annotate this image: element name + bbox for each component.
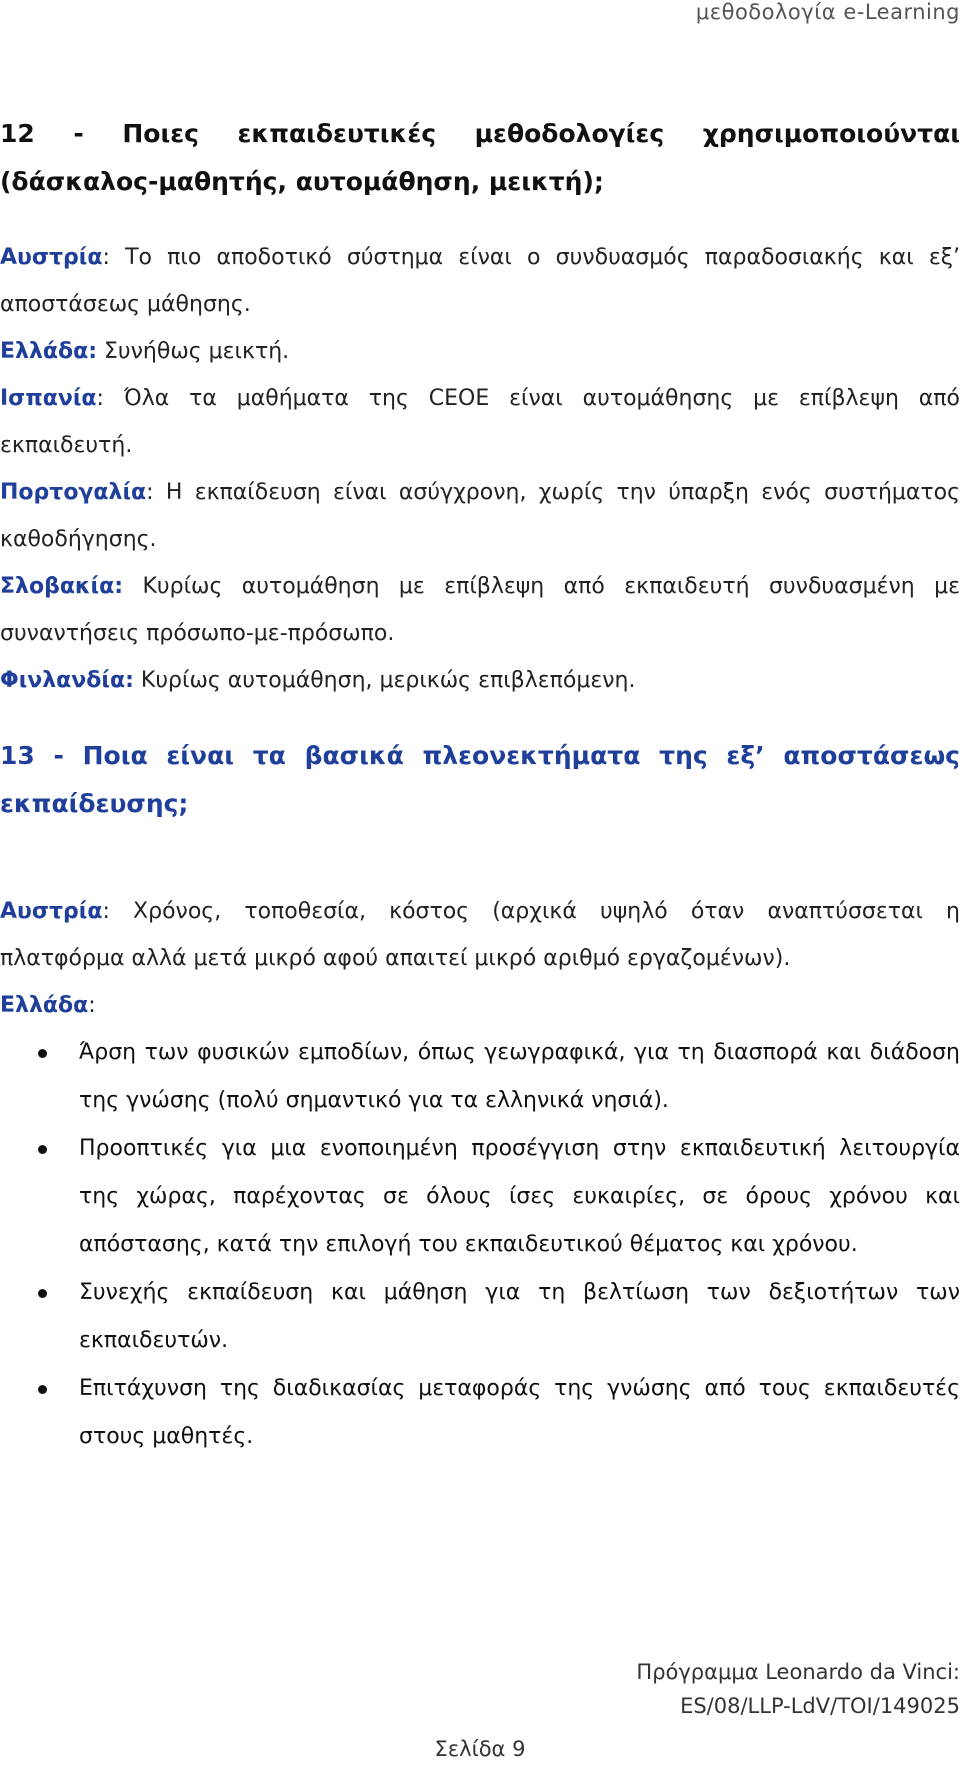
separator [134, 668, 141, 693]
list-item [0, 1029, 960, 1125]
country-label: Αυστρία [0, 245, 103, 270]
answer-text: Η εκπαίδευση είναι ασύγχρονη, χωρίς την ύπαρξη ενός συστήματος καθοδήγησης. [0, 480, 960, 552]
answer-text: Κυρίως αυτομάθηση με επίβλεψη από εκπαιδευτή συνδυασμένη με συναντήσεις πρόσωπο-με-πρόσωπο. [0, 574, 960, 646]
country-label: Αυστρία [0, 899, 103, 924]
answer-greece [0, 328, 960, 375]
answer-text: Όλα τα μαθήματα της CEOE είναι αυτομάθησης με επίβλεψη από εκπαιδευτή. [0, 386, 960, 458]
bullet-icon [38, 1385, 47, 1394]
question-12-line-2: (δάσκαλος-μαθητής, αυτομάθηση, μεικτή); [0, 167, 604, 196]
answers-13 [0, 888, 960, 1461]
answer-slovakia [0, 563, 960, 657]
separator [123, 574, 142, 599]
answer-text: Κυρίως αυτομάθηση, μερικώς επιβλεπόμενη. [140, 668, 636, 693]
answer-text: Το πιο αποδοτικό σύστημα είναι ο συνδυασμός παραδοσιακής και εξ’ αποστάσεως μάθησης. [0, 245, 960, 317]
answer-portugal [0, 469, 960, 563]
page-number: Σελίδα 9 [434, 1737, 526, 1761]
question-12 [0, 110, 960, 206]
bullet-icon [38, 1145, 47, 1154]
country-label: Σλοβακία: [0, 574, 124, 599]
separator: : [102, 899, 134, 924]
separator [97, 339, 104, 364]
bullet-icon [38, 1289, 47, 1298]
footer-program [0, 1655, 960, 1723]
answer-text: Χρόνος, τοποθεσία, κόστος (αρχικά υψηλό όταν αναπτύσσεται η πλατφόρμα αλλά μετά μικρό αφού απαιτεί μικρό αριθμό εργαζομένων). [0, 899, 960, 971]
country-label: Ισπανία [0, 386, 97, 411]
list-item [0, 1269, 960, 1365]
answers-12 [0, 234, 960, 704]
answer-austria [0, 234, 960, 328]
page-header: μεθοδολογία e-Learning [695, 0, 960, 24]
question-13-line-1: 13 - Ποια είναι τα βασικά πλεονεκτήματα της εξ’ αποστάσεως [0, 741, 960, 770]
greece-advantages-list [0, 1029, 960, 1461]
country-label: Φινλανδία: [0, 668, 134, 693]
list-item [0, 1125, 960, 1269]
country-label: Ελλάδα: [0, 339, 98, 364]
answer-greece-13 [0, 982, 960, 1029]
document-body [0, 110, 960, 1461]
footer-program-name: Πρόγραμμα Leonardo da Vinci: [636, 1660, 960, 1684]
separator: : [96, 386, 124, 411]
answer-spain [0, 375, 960, 469]
separator: : [146, 480, 166, 505]
list-item-text: Άρση των φυσικών εμποδίων, όπως γεωγραφικά, για τη διασπορά και διάδοση της γνώσης (πολύ σημαντικό για τα ελληνικά νησιά). [79, 1040, 960, 1113]
answer-text: Συνήθως μεικτή. [104, 339, 290, 364]
footer-program-code: ES/08/LLP-LdV/TOI/149025 [680, 1694, 960, 1718]
question-12-line-1: 12 - Ποιες εκπαιδευτικές μεθοδολογίες χρησιμοποιούνται [0, 119, 960, 148]
country-label: Πορτογαλία [0, 480, 147, 505]
list-item-text: Επιτάχυνση της διαδικασίας μεταφοράς της γνώσης από τους εκπαιδευτές στους μαθητές. [79, 1376, 960, 1449]
country-label: Ελλάδα [0, 993, 89, 1018]
question-13-line-2: εκπαίδευσης; [0, 789, 189, 818]
list-item-text: Συνεχής εκπαίδευση και μάθηση για τη βελτίωση των δεξιοτήτων των εκπαιδευτών. [79, 1280, 960, 1353]
list-item-text: Προοπτικές για μια ενοποιημένη προσέγγιση στην εκπαιδευτική λειτουργία της χώρας, παρέχοντας σε όλους ίσες ευκαιρίες, σε όρους χρόνου και απόστασης, κατά την επιλογή του εκπαιδευτικού θέματος και χρόνου. [79, 1136, 960, 1257]
separator: : [88, 993, 96, 1018]
answer-finland [0, 657, 960, 704]
answer-austria-13 [0, 888, 960, 982]
separator: : [102, 245, 126, 270]
bullet-icon [38, 1049, 47, 1058]
list-item [0, 1365, 960, 1461]
question-13 [0, 732, 960, 828]
